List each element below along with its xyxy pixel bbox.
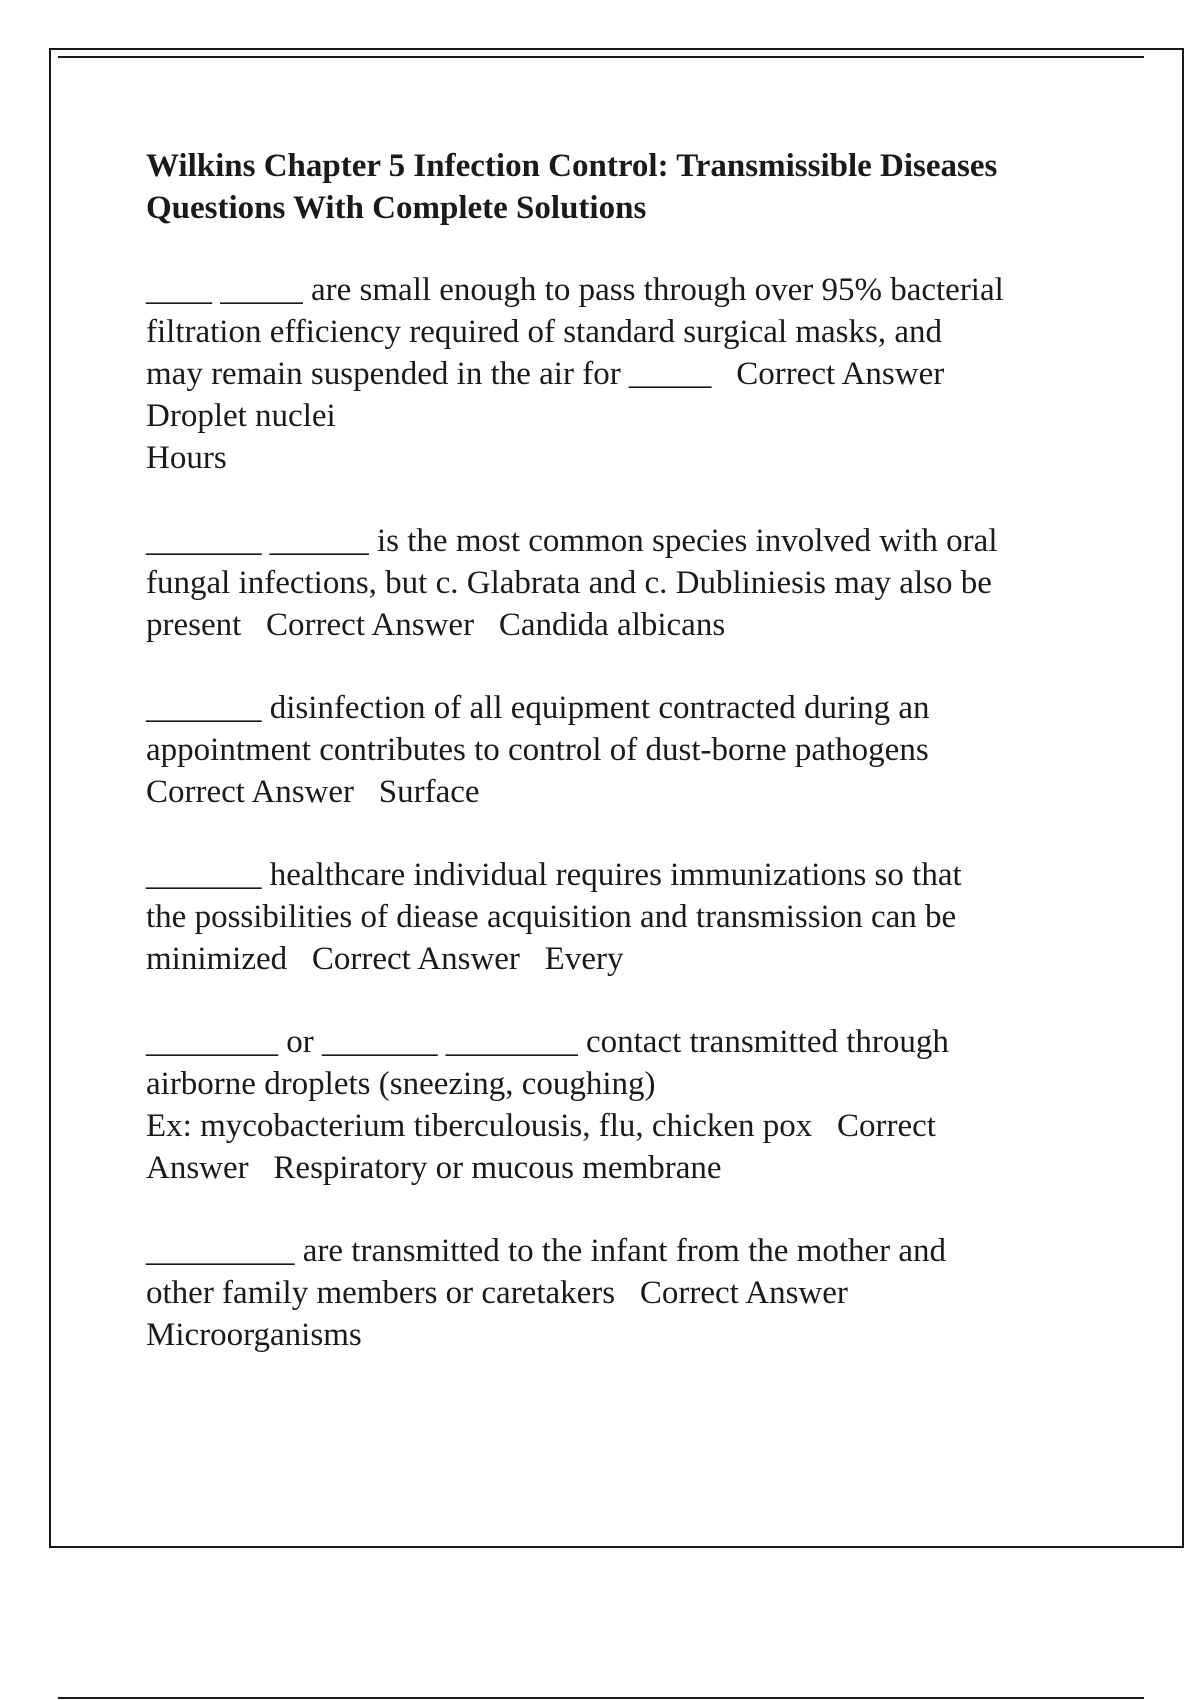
question-text: _________ are transmitted to the infant from the mother and other family members or caretakers [146,1233,947,1311]
question-text: _______ disinfection of all equipment contracted during an appointment contributes to control of dust-borne pathogens [146,690,930,768]
answer-label: Correct Answer [639,1275,848,1311]
answer-text: Candida albicans [474,607,726,643]
qa-item [146,854,1106,980]
footer-rule [58,1697,1144,1699]
qa-item [146,520,1106,646]
answer-label: Correct Answer [311,941,520,977]
header-rule [58,56,1144,58]
qa-item [146,687,1106,813]
answer-label: Correct Answer [736,356,945,392]
qa-item [146,1230,1106,1356]
answer-label: Correct Answer [146,774,355,810]
question-text: _______ ______ is the most common species involved with oral fungal infections, but c. Glabrata and c. Dubliniesis may also be present [146,523,998,643]
document-title: Wilkins Chapter 5 Infection Control: Transmissible Diseases Questions With Complete Solutions [146,148,998,226]
answer-text: Respiratory or mucous membrane [248,1150,722,1186]
answer-text: Droplet nuclei Hours [146,398,336,476]
answer-text: Surface [354,774,480,810]
qa-item [146,1021,1106,1189]
answer-label: Correct Answer [266,607,475,643]
question-text: _______ healthcare individual requires immunizations so that the possibilities of diease acquisition and transmission can be minimized [146,857,962,977]
answer-text: Every [519,941,624,977]
answer-text: Microorganisms [146,1317,362,1353]
document-body [146,145,1106,1397]
question-text: ________ or _______ ________ contact transmitted through airborne droplets (sneezing, coughing) Ex: mycobacterium tiberculousis, flu, chicken pox [146,1024,949,1144]
qa-item [146,269,1106,479]
answer-label: Correct Answer [146,1108,936,1186]
question-text: ____ _____ are small enough to pass through over 95% bacterial filtration efficiency required of standard surgical masks, and may remain suspended in the air for _____ [146,272,1004,392]
